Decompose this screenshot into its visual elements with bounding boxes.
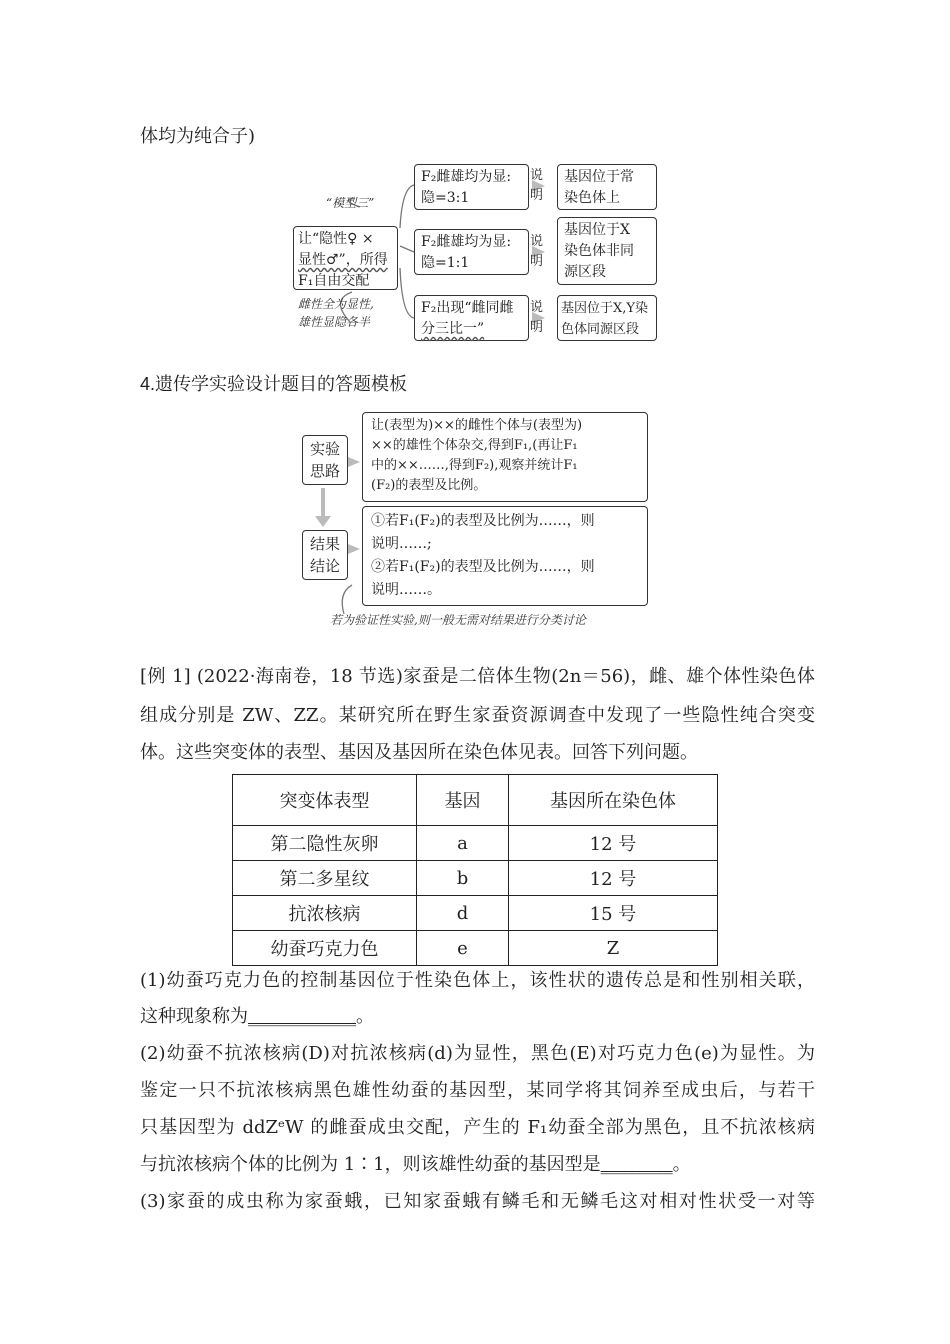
bottom-note: 若为验证性实验,则一般无需对结果进行分类讨论 [330,613,586,627]
answer-blank[interactable]: ____________ [248,1006,356,1027]
main-condition-box [293,226,398,290]
step2-content [362,506,648,606]
answer-blank[interactable]: ________ [600,1154,673,1175]
table-header-cell: 突变体表型 [233,775,417,826]
step1-line: 让(表型为)××的雌性个体与(表型为) [371,418,583,433]
question-2-line [140,1153,691,1177]
q1-text: 这种现象称为 [140,1006,248,1027]
model-three-label: “模型三” [326,196,375,210]
result-line: 源区段 [564,264,606,280]
table-cell: 第二多星纹 [233,861,417,896]
q2-text: 与抗浓核病个体的比例为 1∶1，则该雄性幼蚕的基因型是 [140,1154,601,1175]
table-cell: 12 号 [509,826,718,861]
result-box [557,217,657,285]
result-line: 基因位于X,Y染 [561,301,648,316]
table-header-cell: 基因所在染色体 [509,775,718,826]
result-line: 基因位于X [564,222,630,238]
side-note-line: 雌性全为显性, [298,297,374,311]
condition-line: 分三比一” [421,321,485,337]
step2-line: 说明……。 [371,582,441,598]
step2-line: ①若F₁(F₂)的表型及比例为……，则 [371,513,595,529]
q2-end: 。 [672,1154,691,1175]
condition-box [414,164,529,210]
table-cell: 抗浓核病 [233,896,417,931]
question-2-line: 鉴定一只不抗浓核病黑色雄性幼蚕的基因型，某同学将其饲养至成虫后，与若干 [140,1080,815,1101]
table-cell: Z [509,931,718,966]
table-cell: b [417,861,509,896]
question-3-line: (3)家蚕的成虫称为家蚕蛾，已知家蚕蛾有鳞毛和无鳞毛这对相对性状受一对等 [140,1191,815,1212]
step2-line: 说明……; [371,536,432,552]
main-box-line: 显性♂”，所得 [298,252,388,268]
table-cell: 15 号 [509,896,718,931]
step1-label [302,435,348,485]
table-row [233,931,718,966]
connector-label: 说明 [530,168,544,203]
result-line: 基因位于常 [564,169,634,185]
example-line: [例 1] (2022·海南卷，18 节选)家蚕是二倍体生物(2n＝56)，雌、雄个体性染色体 [140,666,815,687]
result-line: 染色体非同 [564,243,634,259]
main-box-line: 让“隐性♀ × [298,231,374,247]
example-line: 体。这些突变体的表型、基因及基因所在染色体见表。回答下列问题。 [140,742,698,763]
step1-line: (F₂)的表型及比例。 [371,478,487,493]
main-box-line: F₁自由交配 [298,273,370,289]
result-line: 染色体上 [564,190,620,206]
connector-label: 说明 [530,234,544,269]
question-2-line: 只基因型为 ddZᵉW 的雌蚕成虫交配，产生的 F₁幼蚕全部为黑色，且不抗浓核病 [140,1117,815,1138]
step2-label [302,530,348,580]
result-box [557,164,657,210]
condition-box [414,295,529,341]
q1-end: 。 [356,1006,374,1027]
side-note-line: 雄性显隐各半 [298,315,371,329]
question-1-line: (1)幼蚕巧克力色的控制基因位于性染色体上，该性状的遗传总是和性别相关联， [140,970,815,991]
table-cell: e [417,931,509,966]
table-cell: 第二隐性灰卵 [233,826,417,861]
step2-line: ②若F₁(F₂)的表型及比例为……，则 [371,559,595,575]
condition-line: F₂雌雄均为显: [421,234,512,250]
side-note [298,295,374,331]
step1-label-line: 思路 [309,462,340,480]
step1-content [362,412,648,502]
result-box [557,295,657,341]
table-cell: 12 号 [509,861,718,896]
condition-line: F₂出现“雌同雌 [421,300,514,316]
condition-line: F₂雌雄均为显: [421,169,512,185]
example-line: 组成分别是 ZW、ZZ。某研究所在野生家蚕资源调查中发现了一些隐性纯合突变 [140,705,815,726]
step1-line: 中的××……,得到F₂),观察并统计F₁ [371,458,578,473]
condition-line: 隐=3:1 [421,190,470,206]
table-cell: a [417,826,509,861]
section-heading: 4.遗传学实验设计题目的答题模板 [140,374,408,394]
question-2-line: (2)幼蚕不抗浓核病(D)对抗浓核病(d)为显性，黑色(E)对巧克力色(e)为显性。为 [140,1043,815,1064]
result-line: 色体同源区段 [561,322,640,337]
table-header-cell: 基因 [417,775,509,826]
condition-box [414,229,529,275]
table-row [233,861,718,896]
table-header-row [233,775,718,826]
table-cell: 幼蚕巧克力色 [233,931,417,966]
mutant-table [232,774,718,966]
step2-label-line: 结果 [309,535,340,553]
top-line: 体均为纯合子) [140,126,256,147]
step1-line: ××的雄性个体杂交,得到F₁,(再让F₁ [371,438,578,453]
question-1-line [140,1005,374,1029]
step1-label-line: 实验 [309,440,340,458]
connector-label: 说明 [530,300,544,335]
table-row [233,826,718,861]
table-cell: d [417,896,509,931]
table-row [233,896,718,931]
condition-line: 隐=1:1 [421,255,470,271]
step2-label-line: 结论 [309,557,340,575]
